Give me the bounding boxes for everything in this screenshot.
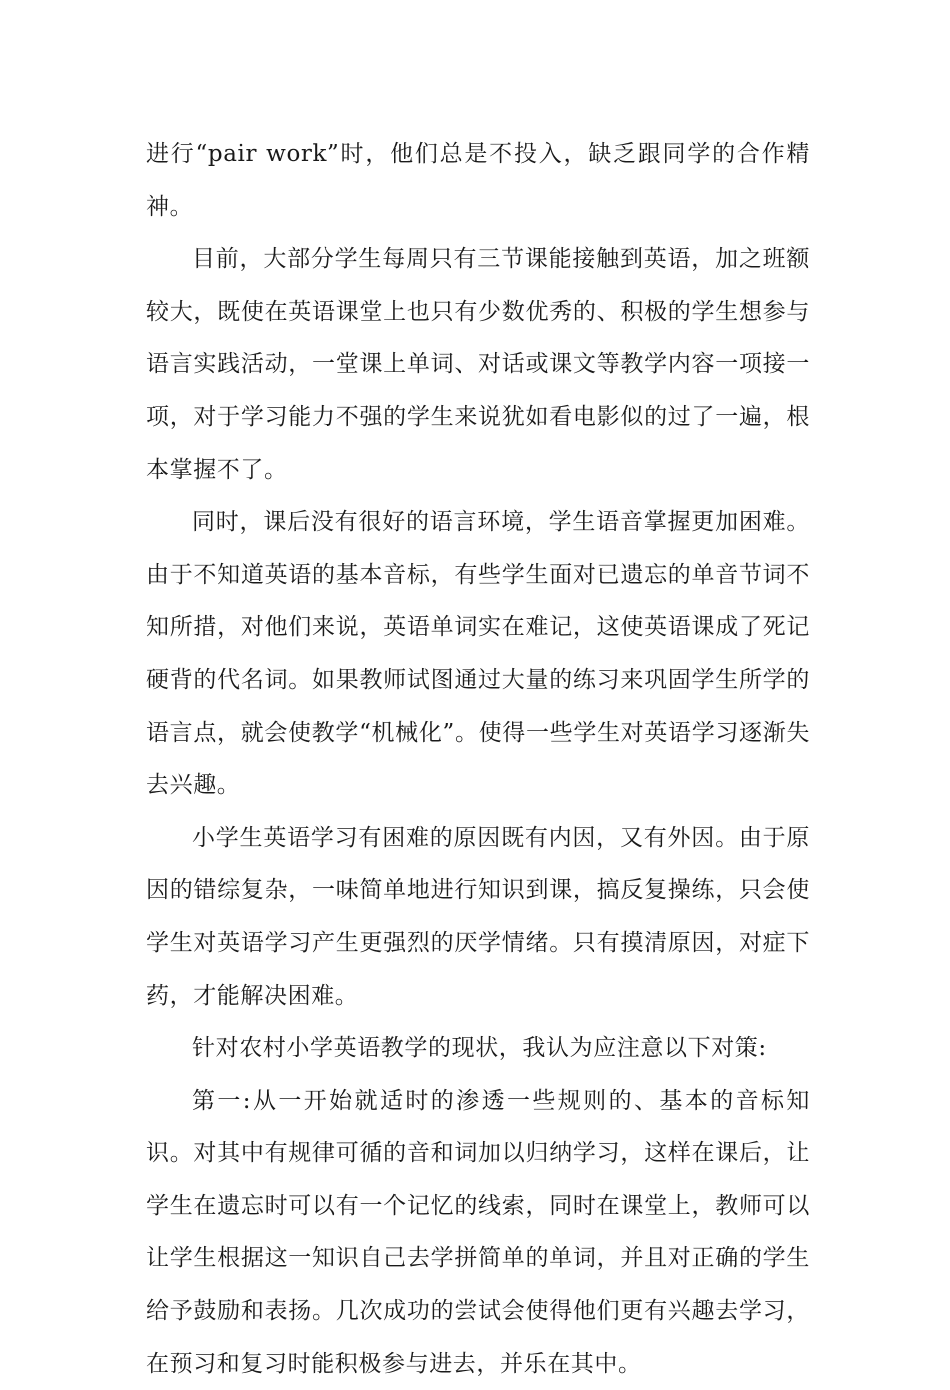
paragraph-1: 进行“pair work”时，他们总是不投入，缺乏跟同学的合作精神。 [146,141,810,220]
paragraph-3: 同时，课后没有很好的语言环境，学生语音掌握更加困难。由于不知道英语的基本音标，有些学生面对已遗忘的单音节词不知所措，对他们来说，英语单词实在难记，这使英语课成了死记硬背的代名词。如果教师试图通过大量的练习来巩固学生所学的语言点，就会使教学“机械化”。使得一些学生对英语学习逐渐失去兴趣。 [146,509,810,799]
paragraph-6: 第一:从一开始就适时的渗透一些规则的、基本的音标知识。对其中有规律可循的音和词加以归纳学习，这样在课后，让学生在遗忘时可以有一个记忆的线索，同时在课堂上，教师可以让学生根据这一知识自己去学拼简单的单词，并且对正确的学生给予鼓励和表扬。几次成功的尝试会使得他们更有兴趣去学习，在预习和复习时能积极参与进去，并乐在其中。 [146,1087,810,1377]
paragraph-4: 小学生英语学习有困难的原因既有内因，又有外因。由于原因的错综复杂，一味简单地进行知识到课，搞反复操练，只会使学生对英语学习产生更强烈的厌学情绪。只有摸清原因，对症下药，才能解决困难。 [146,824,810,1009]
paragraph-5: 针对农村小学英语教学的现状，我认为应注意以下对策: [192,1035,767,1062]
paragraph-2: 目前，大部分学生每周只有三节课能接触到英语，加之班额较大，既使在英语课堂上也只有少数优秀的、积极的学生想参与语言实践活动，一堂课上单词、对话或课文等教学内容一项接一项，对于学习能力不强的学生来说犹如看电影似的过了一遍，根本掌握不了。 [146,246,810,483]
body-text [146,128,810,1390]
